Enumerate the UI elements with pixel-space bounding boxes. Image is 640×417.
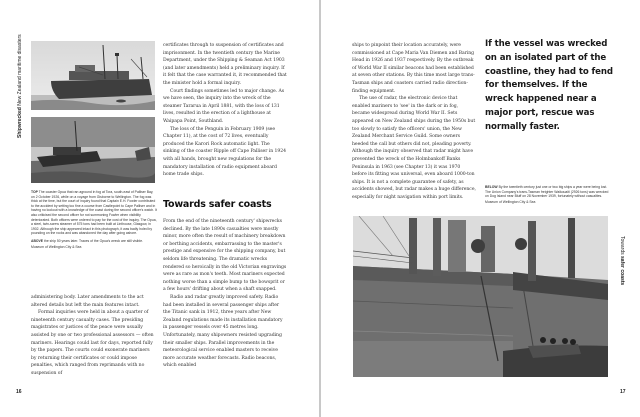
right-photo-caption: BELOW By the twentieth century just one or two big ships a year were being lost. The Union Company's trans-Tasman freighter Waikouaiti (2926 tons) was wrecked on Dog Island near Bluff on 28 November 1939, fortunately without casualties. Museum of Wellington City & Sea [485,185,609,204]
photo-opua-wreck-later [31,117,155,183]
section-title: Towards safer coasts [163,199,272,210]
photo-opua-aground [31,41,155,110]
wrecked-freighter-image [353,216,608,377]
page-number-left: 16 [16,389,22,395]
wreck-remains-image [31,117,155,183]
right-page-main-column: ships to pinpoint their location accurately, were commissioned at Cape Maria Van Diemen and Baring Head in 1926 and 1937 respectively. By the outbreak of World War II similar beacons had been established at seven other stations. By this time most large trans-Tasman ships and coasters carried radio direction-finding equipment. The use of radar, the electronic device that enabled mariners to 'see' in the dark or in fog, became widespread during World War II. Sets appeared on New Zealand ships during the 1950s but too slowly to satisfy the officers' union, the New Zealand Merchant Service Guild. Some owners heeded the call but others did not, pleading poverty. Although the inquiry observed that radar might have prevented the wreck of the Holmbankoff Banks Peninsula in 1963 (see Chapter 13) it was 1970 before its fitting was universal, even aboard 1000-ton ships. It is not a complete guarantee of safety, as accidents showed, but radar makes a huge difference, especially for night navigation within port limits. [352,43,476,200]
running-head-right: Towards safer coasts [619,236,625,286]
left-photo-caption: TOP The coaster Opua that ran aground in fog at Tora, south-east of Palliser Bay, on 2 October 1926, while on a voyage from Gisborne to Wellington. The fog was thick at the time, but the court of inquiry found that Captain E.H. Fowler contributed to the accident by setting too fine a course from Castlepoint to Cape Palliser and in having no lookout with a knowledge of the coast during the second officer's watch. It also criticised the second officer for not summoning Fowler when visibility deteriorated. Both officers were ordered to pay for the cost of the inquiry. The Opua, a steel, twin-screw steamer of 575 tons had been built at Linthouse, Glasgow, in 1902. Although the ship appeared intact in this photograph, it was badly holed by pounding on the rocks and was abandoned the day after going ashore. ABOVE the ship 50 years later. Traces of the Opua's wreck are still visible. Museum of Wellington City & Sea [31,190,157,249]
caption-above: ABOVE the ship 50 years later. Traces of the Opua's wreck are still visible. [31,238,144,243]
left-page-bottom-column: administering body. Later amendments to the act altered details but left the main features intact. Formal inquiries were held in about a quarter of nineteenth century casualty cases. The presiding magistrates or justices of the peace were usually assisted by one or two professional assessors — often mariners. Hearings could last for days, reported fully by the papers. The courts could exonerate mariners by returning their certificates or could impose penalties, which ranged from reprimands with no suspension of [31,295,154,376]
pull-quote: If the vessel was wrecked on an isolated part of the coastline, they had to fend for themselves. If the wreck happened near a major port, rescue was normally faster. [485,39,613,132]
photo-waikouaiti-wreck [353,216,608,377]
left-page-section-column: From the end of the nineteenth century' shipwrecks declined. By the late 1890s casualties were mostly minor, more often the result of machinery breakdown or berthing accidents, embarrassing to the master's prestige and expensive for the shipping company, but seldom life threatening. The dramatic wrecks rendered so heroically in the old Victorian engravings were as rare as mon's teeth. Most mariners expected nothing worse than a simple bump to the bowsprit or a few hours' drifting about when a shaft snapped. Radio and radar greatly improved safety. Radio had been installed in several passenger ships after the Titanic sank in 1912, three years after New Zealand regulations made its installation mandatory in passenger vessels over 45 metres long. Unfortunately, many shipowners resisted upgrading their smaller ships. Parallel improvements in the meteorological service enabled masters to receive more accurate weather forecasts. Radio beacons, which enabled [163,219,287,369]
page-number-right: 17 [620,389,626,395]
book-gutter [319,0,321,417]
ship-aground-image [31,41,155,110]
left-page-main-column: certificates through to suspension of certificates and imprisonment. In the twentieth century the Marine Department, under the Shipping & Seaman Act 1903 (and later amendments) held a preliminary inquiry. If it felt that the case warranted it, it recommended that the minister hold a formal inquiry. Court findings sometimes led to major change. As we have seen, the inquiry into the wreck of the steamer Tararua in April 1881, with the loss of 131 lives, resulted in the erection of a lighthouse at Waipapa Point, Southland. The loss of the Penguin in February 1909 (see Chapter 11), at the cost of 72 lives, eventually produced the Karori Rock automatic light. The sinking of the coaster Ripple off Cape Palliser in 1924 with all hands, brought new regulations for the mandatory installation of radio equipment aboard home trade ships. [163,43,287,178]
running-head-left: Shipwrecked New Zealand maritime disasters [17,34,23,138]
